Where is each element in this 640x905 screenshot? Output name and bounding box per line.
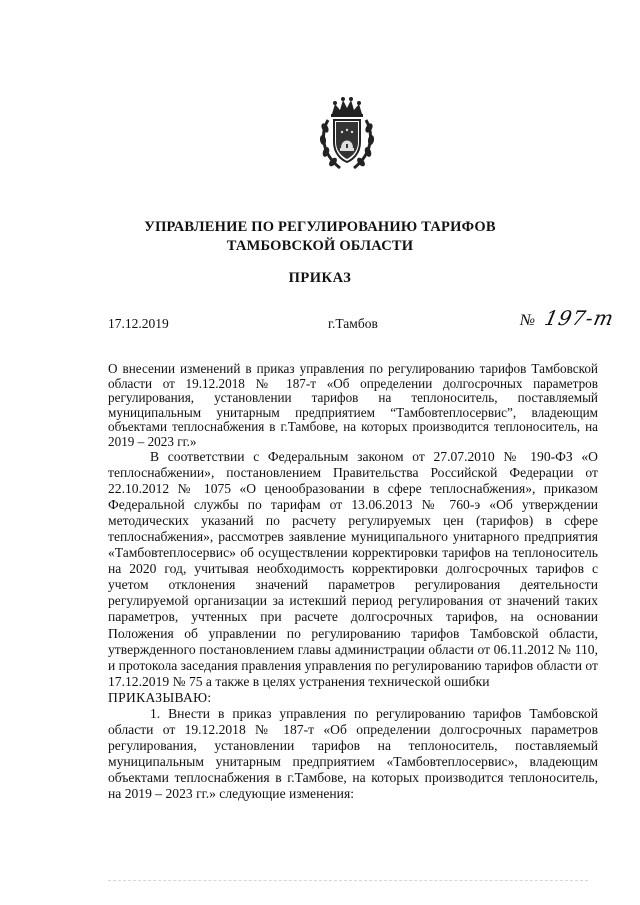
document-type-title: ПРИКАЗ [288, 270, 352, 286]
page-bottom-scan-line [108, 880, 588, 881]
tambov-coat-of-arms-emblem [318, 96, 376, 172]
number-sign: № [520, 312, 536, 329]
issuing-authority [0, 218, 640, 256]
authority-line-1: УПРАВЛЕНИЕ ПО РЕГУЛИРОВАНИЮ ТАРИФОВ [144, 219, 496, 235]
order-item-1: 1. Внести в приказ управления по регулированию тарифов Тамбовской области от 19.12.2018 № 187-т «Об определении долгосрочных параметров регулирования, установлении тарифов на теплоноситель, поставляемый муниципальным унитарным предприятием «Тамбовтеплосервис», владеющим объектами теплоснабжения в г.Тамбове, на которых производится теплоноситель, на 2019 – 2023 гг.» следующие изменения: [108, 705, 598, 801]
document-date: 17.12.2019 [108, 316, 169, 331]
preamble-paragraph: В соответствии с Федеральным законом от 27.07.2010 № 190-ФЗ «О теплоснабжении», постановлением Правительства Российской Федерации от 22.10.2012 № 1075 «О ценообразовании в сфере теплоснабжения», приказом Федеральной службы по тарифам от 13.06.2013 № 760-э «Об утверждении методических указаний по расчету регулируемых цен (тарифов) в сфере теплоснабжения», рассмотрев заявление муниципального унитарного предприятия «Тамбовтеплосервис» об осуществлении корректировки тарифов на теплоноситель на 2020 год, учитывая необходимость корректировки долгосрочных тарифов с учетом отклонения значений параметров регулирования деятельности регулируемой организации за истекший период регулирования от значений таких параметров, учтенных при расчете долгосрочных тарифов, на основании Положения об управлении по регулированию тарифов Тамбовской области, утвержденного постановлением главы администрации области от 06.11.2012 № 110, и протокола заседания правления управления по регулированию тарифов области от 17.12.2019 № 75 а также в целях устранения технической ошибки [108, 449, 598, 689]
authority-line-2: ТАМБОВСКОЙ ОБЛАСТИ [226, 238, 414, 254]
order-body [108, 449, 598, 802]
order-subject: О внесении изменений в приказ управления по регулированию тарифов Тамбовской области от 19.12.2018 № 187-т «Об определении долгосрочных параметров регулирования, установлении тарифов на теплоноситель, поставляемый муниципальным унитарным предприятием “Тамбовтеплосервис”, владеющим объектами теплоснабжения в г.Тамбове, на которых производится теплоноситель, на 2019 – 2023 гг.» [108, 361, 598, 449]
document-city: г.Тамбов [328, 316, 378, 331]
handwritten-document-number: 197-т [542, 306, 617, 330]
order-keyword: ПРИКАЗЫВАЮ: [108, 689, 212, 705]
